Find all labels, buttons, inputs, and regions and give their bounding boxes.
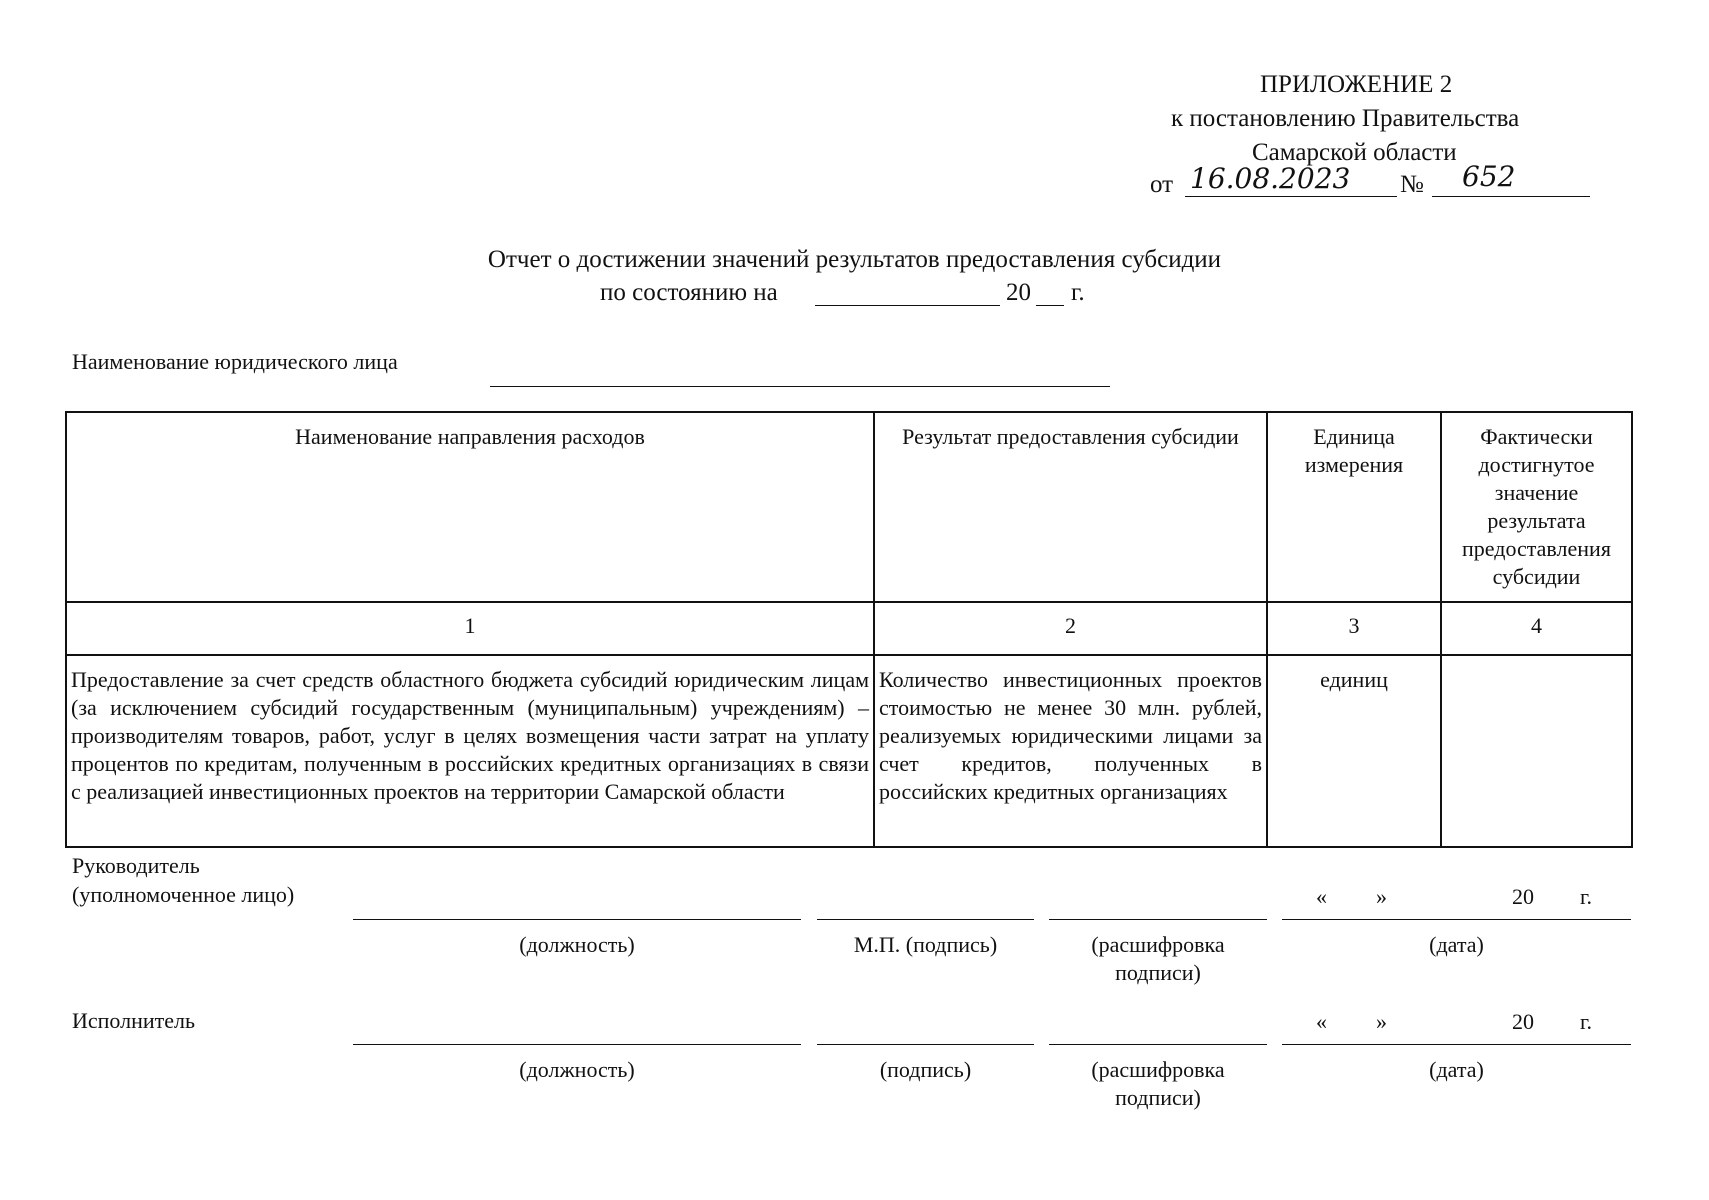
executor-signature-caption: (подпись) [879, 1057, 972, 1082]
head-position-caption: (должность) [519, 932, 635, 957]
head-date-caption: (дата) [1429, 932, 1484, 957]
report-year-blank [1036, 305, 1064, 306]
col-number-3: 3 [1267, 602, 1441, 655]
number-label: № [1400, 171, 1424, 198]
decree-label: к постановлению Правительства [1171, 105, 1520, 132]
col-number-4: 4 [1441, 602, 1632, 655]
report-date-blank [815, 305, 1000, 306]
decree-number: 652 [1462, 160, 1516, 193]
entity-name-label: Наименование юридического лица [72, 349, 398, 374]
header-unit: Единица измерения [1267, 412, 1441, 602]
appendix-label: ПРИЛОЖЕНИЕ 2 [1260, 71, 1453, 98]
cell-unit: единиц [1267, 655, 1441, 847]
header-direction: Наименование направления расходов [66, 412, 874, 602]
col-number-1: 1 [66, 602, 874, 655]
executor-decode-caption-1: (расшифровка [1091, 1057, 1225, 1082]
executor-date-line[interactable] [1282, 1044, 1631, 1045]
head-signature-line[interactable] [817, 919, 1034, 920]
head-date-year: 20 [1512, 884, 1534, 909]
executor-decode-caption-2: подписи) [1115, 1085, 1201, 1110]
table-header-row [66, 412, 1632, 602]
executor-date-caption: (дата) [1429, 1057, 1484, 1082]
header-result: Результат предоставления субсидии [874, 412, 1267, 602]
executor-date-quote-open: « [1316, 1009, 1327, 1034]
executor-position-line[interactable] [353, 1044, 801, 1045]
head-decode-line[interactable] [1049, 919, 1267, 920]
head-date-year-suffix: г. [1580, 884, 1593, 909]
executor-date-year-suffix: г. [1580, 1009, 1593, 1034]
report-year-suffix: г. [1071, 279, 1085, 306]
executor-date-year: 20 [1512, 1009, 1534, 1034]
table-row [66, 655, 1632, 847]
executor-signature-line[interactable] [817, 1044, 1034, 1045]
head-date-quote-open: « [1316, 884, 1327, 909]
number-underline [1432, 196, 1590, 197]
executor-label: Исполнитель [72, 1008, 196, 1033]
table-number-row [66, 602, 1632, 655]
executor-position-caption: (должность) [519, 1057, 635, 1082]
report-table [65, 411, 1633, 848]
report-date-prefix: по состоянию на [600, 279, 778, 306]
cell-direction: Предоставление за счет средств областного бюджета субсидий юридическим лицам (за исключением субсидий государственным (муниципальным) учреждениям) – производителям товаров, работ, услуг в целях возмещения части затрат на уплату процентов по кредитам, полученным в российских кредитных организациях в связи с реализацией инвестиционных проектов на территории Самарской области [66, 655, 874, 847]
cell-value[interactable] [1441, 655, 1632, 847]
head-position-line[interactable] [353, 919, 801, 920]
head-date-quote-close: » [1376, 884, 1387, 909]
head-date-line[interactable] [1282, 919, 1631, 920]
head-signature-caption: М.П. (подпись) [853, 932, 998, 957]
report-year-prefix: 20 [1006, 279, 1031, 306]
executor-decode-line[interactable] [1049, 1044, 1267, 1045]
head-label-sub: (уполномоченное лицо) [72, 882, 295, 907]
cell-result: Количество инвестиционных проектов стоимостью не менее 30 млн. рублей, реализуемых юридическими лицами за счет кредитов, полученных в российских кредитных организациях [874, 655, 1267, 847]
decree-date: 16.08.2023 [1190, 162, 1351, 195]
entity-name-line [490, 386, 1110, 387]
from-label: от [1150, 171, 1174, 198]
head-label: Руководитель [72, 853, 200, 878]
report-title: Отчет о достижении значений результатов предоставления субсидии [487, 246, 1222, 273]
region-label: Самарской области [1252, 139, 1457, 166]
head-decode-caption-2: подписи) [1115, 960, 1201, 985]
header-value: Фактически достигнутое значение результата предоставления субсидии [1441, 412, 1632, 602]
col-number-2: 2 [874, 602, 1267, 655]
executor-date-quote-close: » [1376, 1009, 1387, 1034]
head-decode-caption-1: (расшифровка [1091, 932, 1225, 957]
date-underline [1185, 196, 1397, 197]
